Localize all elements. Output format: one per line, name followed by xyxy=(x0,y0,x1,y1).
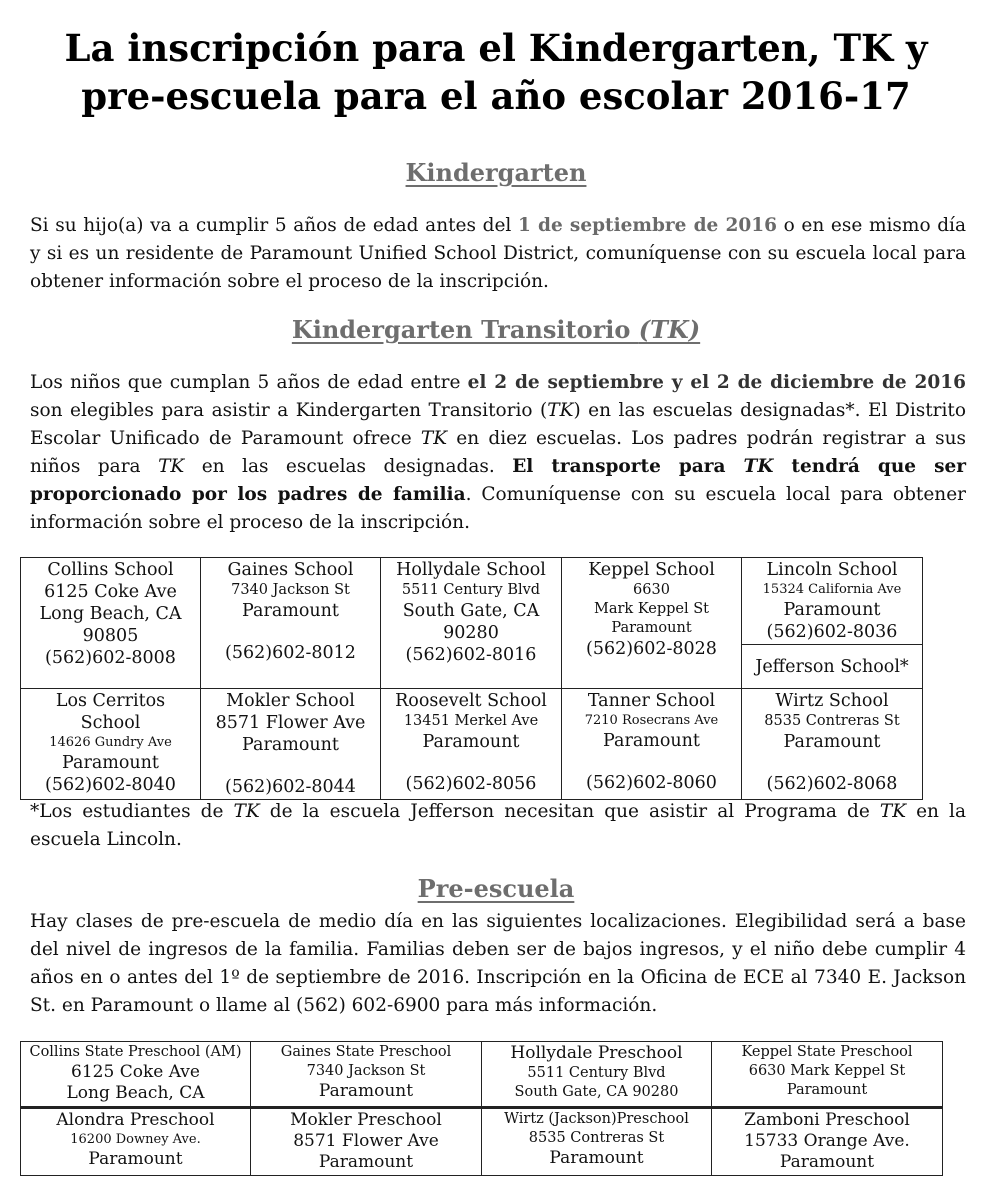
tk-text-5: en las escuelas designadas. xyxy=(184,456,513,477)
title-line-2: pre-escuela para el año escolar 2016-17 xyxy=(81,74,911,118)
tk-schools-table xyxy=(20,557,923,800)
preschool-keppel: Keppel State Preschool 6630 Mark Keppel St Paramount xyxy=(712,1042,943,1108)
preschool-alondra: Alondra Preschool 16200 Downey Ave. Paramount xyxy=(21,1108,251,1176)
kinder-date: 1 de septiembre de 2016 xyxy=(517,215,778,236)
tk-school-loscerritos: Los Cerritos School 14626 Gundry Ave Paramount (562)602-8040 xyxy=(21,689,201,800)
tk-text-6: . Comuníquense con su escuela local para obtener información sobre el proceso de la inscripción. xyxy=(30,484,966,533)
tk-abbr: TK xyxy=(420,428,448,449)
table-row xyxy=(21,1108,943,1176)
kinder-text-1: Si su hijo(a) va a cumplir 5 años de edad antes del xyxy=(30,215,518,236)
tk-dates: el 2 de septiembre y el 2 de diciembre de 2016 xyxy=(467,372,966,393)
preschool-wirtz: Wirtz (Jackson)Preschool 8535 Contreras St Paramount xyxy=(482,1108,712,1176)
tk-abbr: TK xyxy=(233,801,260,822)
tk-heading-text: Kindergarten Transitorio xyxy=(291,315,639,344)
preschool-hollydale: Hollydale Preschool 5511 Century Blvd South Gate, CA 90280 xyxy=(482,1042,712,1108)
preschool-zamboni: Zamboni Preschool 15733 Orange Ave. Paramount xyxy=(712,1108,943,1176)
table-row xyxy=(21,689,923,800)
tk-abbr: TK xyxy=(743,456,774,477)
tk-transport-1: El transporte para xyxy=(512,456,744,477)
title-line-1: La inscripción para el Kindergarten, TK y xyxy=(64,26,928,70)
kindergarten-paragraph xyxy=(30,212,966,296)
tk-school-keppel: Keppel School 6630 Mark Keppel St Paramount (562)602-8028 xyxy=(562,558,742,689)
preschool-collins: Collins State Preschool (AM) 6125 Coke Ave Long Beach, CA xyxy=(21,1042,251,1108)
tk-transport-2: tendrá que ser proporcionado por los padres de familia xyxy=(30,456,966,505)
preschool-table xyxy=(20,1041,943,1176)
tk-school-collins: Collins School 6125 Coke Ave Long Beach, CA 90805 (562)602-8008 xyxy=(21,558,201,689)
tk-text-2: son elegibles para asistir a Kindergarten Transitorio ( xyxy=(30,400,548,421)
preschool-paragraph: Hay clases de pre-escuela de medio día en las siguientes localizaciones. Elegibilidad será a base del nivel de ingresos de la familia. Familias deben ser de bajos ingresos, y el niño debe cumplir 4 años en o antes del 1º de septiembre de 2016. Inscripción en la Oficina de ECE al 7340 E. Jackson St. en Paramount o llame al (562) 602-6900 para más información. xyxy=(30,911,966,1016)
tk-heading xyxy=(0,315,992,344)
tk-footnote: *Los estudiantes de TK de la escuela Jefferson necesitan que asistir al Programa de TK en la escuela Lincoln. xyxy=(30,801,966,850)
tk-abbr: TK xyxy=(547,400,574,421)
tk-heading-abbr: (TK) xyxy=(638,315,701,344)
tk-school-lincoln: Lincoln School 15324 California Ave Paramount (562)602-8036 xyxy=(742,558,923,645)
tk-paragraph xyxy=(30,369,966,537)
tk-school-jefferson: Jefferson School* xyxy=(742,645,923,689)
tk-school-wirtz: Wirtz School 8535 Contreras St Paramount (562)602-8068 xyxy=(742,689,923,800)
table-row xyxy=(21,558,923,645)
table-row xyxy=(21,1042,943,1108)
tk-text-4: en diez escuelas. Los padres podrán registrar a sus niños para xyxy=(30,428,966,477)
tk-abbr: TK xyxy=(879,801,907,822)
tk-school-hollydale: Hollydale School 5511 Century Blvd South Gate, CA 90280 (562)602-8016 xyxy=(381,558,562,689)
preschool-heading: Pre-escuela xyxy=(417,874,575,903)
preschool-mokler: Mokler Preschool 8571 Flower Ave Paramount xyxy=(251,1108,482,1176)
tk-school-tanner: Tanner School 7210 Rosecrans Ave Paramount (562)602-8060 xyxy=(562,689,742,800)
tk-school-gaines: Gaines School 7340 Jackson St Paramount (562)602-8012 xyxy=(201,558,381,689)
tk-school-mokler: Mokler School 8571 Flower Ave Paramount (562)602-8044 xyxy=(201,689,381,800)
kindergarten-heading: Kindergarten xyxy=(405,158,587,187)
kinder-text-2: o en ese mismo día y si es un residente de Paramount Unified School District, comuníquense con su escuela local para obtener información sobre el proceso de la inscripción. xyxy=(30,215,967,292)
tk-school-roosevelt: Roosevelt School 13451 Merkel Ave Paramount (562)602-8056 xyxy=(381,689,562,800)
preschool-gaines: Gaines State Preschool 7340 Jackson St Paramount xyxy=(251,1042,482,1108)
tk-text-3: ) en las escuelas designadas*. El Distrito Escolar Unificado de Paramount ofrece xyxy=(30,400,966,449)
tk-text-1: Los niños que cumplan 5 años de edad entre xyxy=(30,372,468,393)
page-title xyxy=(0,24,992,120)
tk-abbr: TK xyxy=(158,456,185,477)
